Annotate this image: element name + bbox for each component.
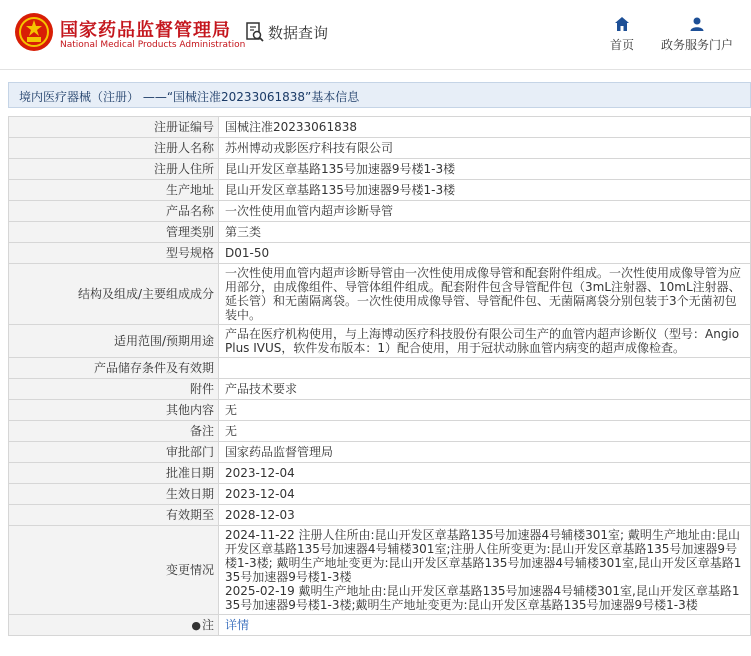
row-label: 变更情况 [9,526,219,615]
document-search-icon [245,21,265,43]
row-label: 注册人住所 [9,159,219,180]
note-label: 注 [201,617,214,632]
detail-table [8,116,751,636]
row-label: 批准日期 [9,463,219,484]
row-value: 产品技术要求 [219,379,751,400]
details-link[interactable]: 详情 [225,618,250,632]
table-row [9,615,751,636]
row-value: 2023-12-04 [219,463,751,484]
record-title: 境内医疗器械（注册） ——“国械注准20233061838”基本信息 [19,90,360,104]
row-value: 国械注准20233061838 [219,117,751,138]
row-label: 其他内容 [9,400,219,421]
table-row [9,400,751,421]
table-row [9,138,751,159]
nav-home[interactable] [608,16,636,53]
row-value: 昆山开发区章基路135号加速器9号楼1-3楼 [219,180,751,201]
row-value: 一次性使用血管内超声诊断导管 [219,201,751,222]
lightbulb-icon: ● [191,618,201,632]
table-row [9,442,751,463]
row-value: 无 [219,421,751,442]
row-value: 2028-12-03 [219,505,751,526]
table-row [9,264,751,325]
national-emblem-icon [14,12,54,52]
row-label: 注册人名称 [9,138,219,159]
row-value [219,358,751,379]
data-query-label: 数据查询 [268,23,329,42]
row-label: 管理类别 [9,222,219,243]
row-label: 适用范围/预期用途 [9,325,219,358]
row-label: 有效期至 [9,505,219,526]
table-row [9,243,751,264]
row-label: 产品储存条件及有效期 [9,358,219,379]
row-label: 结构及组成/主要组成成分 [9,264,219,325]
row-value: 产品在医疗机构使用，与上海博动医疗科技股份有限公司生产的血管内超声诊断仪（型号：Angio Plus IVUS，软件发布版本：1）配合使用，用于冠状动脉血管内病变的超声成像检查。 [219,325,751,358]
table-row [9,117,751,138]
change-history: 2024-11-22 注册人住所由:昆山开发区章基路135号加速器4号辅楼301室; 戴明生产地址由:昆山开发区章基路135号加速器4号辅楼301室;注册人住所变更为:昆山开发区章基路135号加速器9号楼1-3楼; 戴明生产地址变更为:昆山开发区章基路135号加速器4号辅楼301室,昆山开发区章基路135号加速器9号楼1-3楼 2025-02-19 戴明生产地址由:昆山开发区章基路135号加速器4号辅楼301室,昆山开发区章基路135号加速器9号楼1-3楼;戴明生产地址变更为:昆山开发区章基路135号加速器9号楼1-3楼 [219,526,751,615]
home-icon [614,16,630,32]
row-value: 一次性使用血管内超声诊断导管由一次性使用成像导管和配套附件组成。一次性使用成像导管为应用部分，由成像组件、导管体组件组成。配套附件包含导管配件包（3mL注射器、10mL注射器、延长管）和无菌隔离袋。一次性使用成像导管、导管配件包、无菌隔离袋分别包装于3个无菌初包装中。 [219,264,751,325]
table-row [9,421,751,442]
row-value: 第三类 [219,222,751,243]
table-row [9,505,751,526]
site-name-cn: 国家药品监督管理局 [60,20,231,41]
note-value-cell [219,615,751,636]
table-row [9,379,751,400]
user-icon [689,16,705,32]
table-row [9,180,751,201]
row-label: 备注 [9,421,219,442]
nav-service-portal[interactable] [656,16,738,53]
row-label: 附件 [9,379,219,400]
row-label: 生效日期 [9,484,219,505]
row-value: 无 [219,400,751,421]
row-label: 生产地址 [9,180,219,201]
table-row [9,484,751,505]
nav-service-label: 政务服务门户 [660,38,733,52]
table-row [9,222,751,243]
row-value: 苏州博动戎影医疗科技有限公司 [219,138,751,159]
site-header [0,0,751,70]
table-row [9,201,751,222]
nav-home-label: 首页 [609,38,634,52]
row-value: 2023-12-04 [219,484,751,505]
row-label: 注册证编号 [9,117,219,138]
site-name-en: National Medical Products Administration [60,40,246,50]
row-label: 审批部门 [9,442,219,463]
row-label: 型号规格 [9,243,219,264]
table-row [9,463,751,484]
row-value: D01-50 [219,243,751,264]
table-row [9,358,751,379]
table-row [9,159,751,180]
record-title-bar [8,82,751,108]
row-value: 国家药品监督管理局 [219,442,751,463]
note-label-cell [9,615,219,636]
row-label: 产品名称 [9,201,219,222]
table-row [9,526,751,615]
table-row [9,325,751,358]
row-value: 昆山开发区章基路135号加速器9号楼1-3楼 [219,159,751,180]
data-query-link[interactable] [245,21,328,43]
